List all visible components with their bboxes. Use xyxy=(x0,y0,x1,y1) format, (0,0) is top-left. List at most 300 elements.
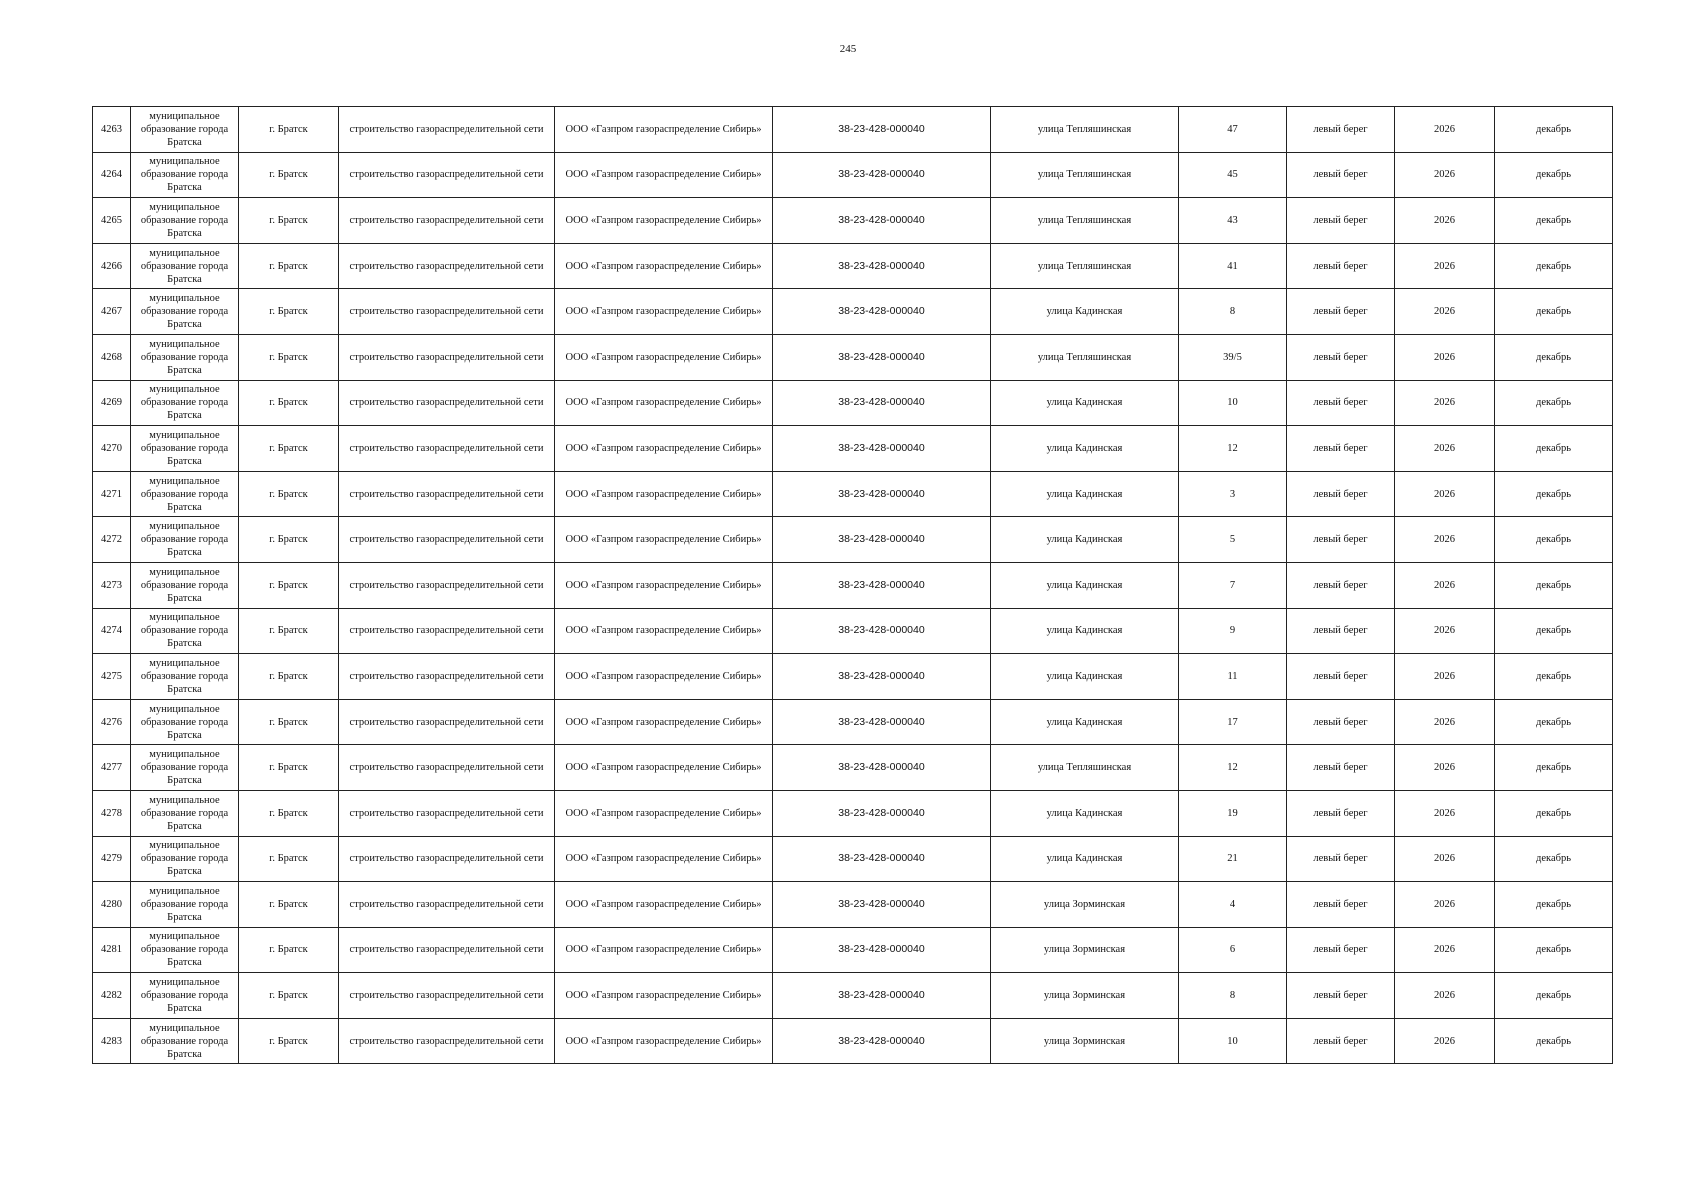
municipality-cell xyxy=(131,380,239,426)
river-bank-cell: левый берег xyxy=(1287,334,1395,380)
street-cell: улица Зорминская xyxy=(991,973,1179,1019)
municipality-cell xyxy=(131,562,239,608)
municipality-line: муниципальное xyxy=(149,475,220,487)
table-row xyxy=(93,836,1613,882)
municipality-line: Братска xyxy=(167,501,202,513)
street-cell: улица Тепляшинская xyxy=(991,243,1179,289)
municipality-line: муниципальное xyxy=(149,293,220,305)
municipality-line: образование города xyxy=(140,853,229,865)
work-type-cell: строительство газораспределительной сети xyxy=(339,1018,555,1064)
street-cell: улица Кадинская xyxy=(991,380,1179,426)
work-type-cell: строительство газораспределительной сети xyxy=(339,973,555,1019)
year-cell: 2026 xyxy=(1395,289,1495,335)
year-cell: 2026 xyxy=(1395,973,1495,1019)
row-number: 4273 xyxy=(93,562,131,608)
municipality-line: образование города xyxy=(140,442,229,454)
municipality-line: образование города xyxy=(140,351,229,363)
organization-cell: ООО «Газпром газораспределение Сибирь» xyxy=(555,608,773,654)
river-bank-cell: левый берег xyxy=(1287,152,1395,198)
municipality-cell xyxy=(131,471,239,517)
house-number-cell: 17 xyxy=(1179,699,1287,745)
municipality-line: образование города xyxy=(140,1035,229,1047)
organization-cell: ООО «Газпром газораспределение Сибирь» xyxy=(555,654,773,700)
street-cell: улица Кадинская xyxy=(991,471,1179,517)
street-cell: улица Кадинская xyxy=(991,289,1179,335)
object-code-cell: 38-23-428-000040 xyxy=(773,973,991,1019)
street-cell: улица Кадинская xyxy=(991,836,1179,882)
object-code-cell: 38-23-428-000040 xyxy=(773,517,991,563)
municipality-line: Братска xyxy=(167,638,202,650)
river-bank-cell: левый берег xyxy=(1287,471,1395,517)
city-cell: г. Братск xyxy=(239,745,339,791)
municipality-line: Братска xyxy=(167,410,202,422)
river-bank-cell: левый берег xyxy=(1287,654,1395,700)
work-type-cell: строительство газораспределительной сети xyxy=(339,608,555,654)
object-code-cell: 38-23-428-000040 xyxy=(773,289,991,335)
house-number-cell: 12 xyxy=(1179,745,1287,791)
table-row xyxy=(93,562,1613,608)
row-number: 4263 xyxy=(93,107,131,153)
month-cell: декабрь xyxy=(1495,426,1613,472)
street-cell: улица Тепляшинская xyxy=(991,107,1179,153)
river-bank-cell: левый берег xyxy=(1287,198,1395,244)
object-code-cell: 38-23-428-000040 xyxy=(773,380,991,426)
organization-cell: ООО «Газпром газораспределение Сибирь» xyxy=(555,380,773,426)
year-cell: 2026 xyxy=(1395,745,1495,791)
municipality-line: образование города xyxy=(140,716,229,728)
house-number-cell: 21 xyxy=(1179,836,1287,882)
table-row xyxy=(93,517,1613,563)
municipality-cell xyxy=(131,790,239,836)
house-number-cell: 4 xyxy=(1179,882,1287,928)
river-bank-cell: левый берег xyxy=(1287,699,1395,745)
table-row xyxy=(93,927,1613,973)
table-row xyxy=(93,243,1613,289)
row-number: 4274 xyxy=(93,608,131,654)
municipality-line: образование города xyxy=(140,306,229,318)
municipality-line: муниципальное xyxy=(149,338,220,350)
house-number-cell: 10 xyxy=(1179,1018,1287,1064)
municipality-line: муниципальное xyxy=(149,521,220,533)
city-cell: г. Братск xyxy=(239,927,339,973)
municipality-cell xyxy=(131,198,239,244)
organization-cell: ООО «Газпром газораспределение Сибирь» xyxy=(555,927,773,973)
street-cell: улица Кадинская xyxy=(991,562,1179,608)
work-type-cell: строительство газораспределительной сети xyxy=(339,517,555,563)
river-bank-cell: левый берег xyxy=(1287,289,1395,335)
river-bank-cell: левый берег xyxy=(1287,927,1395,973)
organization-cell: ООО «Газпром газораспределение Сибирь» xyxy=(555,882,773,928)
organization-cell: ООО «Газпром газораспределение Сибирь» xyxy=(555,517,773,563)
table-row xyxy=(93,608,1613,654)
table-row xyxy=(93,380,1613,426)
street-cell: улица Зорминская xyxy=(991,1018,1179,1064)
object-code-cell: 38-23-428-000040 xyxy=(773,426,991,472)
house-number-cell: 39/5 xyxy=(1179,334,1287,380)
year-cell: 2026 xyxy=(1395,654,1495,700)
street-cell: улица Зорминская xyxy=(991,927,1179,973)
row-number: 4264 xyxy=(93,152,131,198)
street-cell: улица Кадинская xyxy=(991,790,1179,836)
month-cell: декабрь xyxy=(1495,882,1613,928)
municipality-line: муниципальное xyxy=(149,794,220,806)
house-number-cell: 9 xyxy=(1179,608,1287,654)
river-bank-cell: левый берег xyxy=(1287,107,1395,153)
year-cell: 2026 xyxy=(1395,198,1495,244)
month-cell: декабрь xyxy=(1495,198,1613,244)
table-row xyxy=(93,334,1613,380)
table-row xyxy=(93,699,1613,745)
row-number: 4282 xyxy=(93,973,131,1019)
object-code-cell: 38-23-428-000040 xyxy=(773,927,991,973)
river-bank-cell: левый берег xyxy=(1287,517,1395,563)
organization-cell: ООО «Газпром газораспределение Сибирь» xyxy=(555,745,773,791)
row-number: 4277 xyxy=(93,745,131,791)
month-cell: декабрь xyxy=(1495,107,1613,153)
municipality-cell xyxy=(131,973,239,1019)
month-cell: декабрь xyxy=(1495,334,1613,380)
municipality-line: образование города xyxy=(140,898,229,910)
house-number-cell: 43 xyxy=(1179,198,1287,244)
page-number: 245 xyxy=(839,43,857,55)
street-cell: улица Зорминская xyxy=(991,882,1179,928)
object-code-cell: 38-23-428-000040 xyxy=(773,790,991,836)
municipality-line: образование города xyxy=(140,990,229,1002)
month-cell: декабрь xyxy=(1495,289,1613,335)
river-bank-cell: левый берег xyxy=(1287,836,1395,882)
year-cell: 2026 xyxy=(1395,1018,1495,1064)
year-cell: 2026 xyxy=(1395,562,1495,608)
municipality-line: Братска xyxy=(167,1048,202,1060)
house-number-cell: 19 xyxy=(1179,790,1287,836)
street-cell: улица Тепляшинская xyxy=(991,745,1179,791)
river-bank-cell: левый берег xyxy=(1287,426,1395,472)
river-bank-cell: левый берег xyxy=(1287,562,1395,608)
register-body xyxy=(93,107,1613,1064)
work-type-cell: строительство газораспределительной сети xyxy=(339,152,555,198)
month-cell: декабрь xyxy=(1495,152,1613,198)
street-cell: улица Кадинская xyxy=(991,517,1179,563)
municipality-line: образование города xyxy=(140,123,229,135)
object-code-cell: 38-23-428-000040 xyxy=(773,836,991,882)
city-cell: г. Братск xyxy=(239,517,339,563)
river-bank-cell: левый берег xyxy=(1287,973,1395,1019)
city-cell: г. Братск xyxy=(239,152,339,198)
table-row xyxy=(93,426,1613,472)
object-code-cell: 38-23-428-000040 xyxy=(773,699,991,745)
municipality-line: образование города xyxy=(140,670,229,682)
municipality-line: муниципальное xyxy=(149,1022,220,1034)
object-code-cell: 38-23-428-000040 xyxy=(773,654,991,700)
municipality-cell xyxy=(131,1018,239,1064)
year-cell: 2026 xyxy=(1395,243,1495,289)
municipality-line: муниципальное xyxy=(149,977,220,989)
municipality-line: Братска xyxy=(167,911,202,923)
municipality-line: муниципальное xyxy=(149,110,220,122)
row-number: 4272 xyxy=(93,517,131,563)
organization-cell: ООО «Газпром газораспределение Сибирь» xyxy=(555,289,773,335)
work-type-cell: строительство газораспределительной сети xyxy=(339,471,555,517)
municipality-line: образование города xyxy=(140,762,229,774)
municipality-cell xyxy=(131,289,239,335)
month-cell: декабрь xyxy=(1495,608,1613,654)
municipality-line: Братска xyxy=(167,227,202,239)
organization-cell: ООО «Газпром газораспределение Сибирь» xyxy=(555,198,773,244)
municipality-line: муниципальное xyxy=(149,749,220,761)
street-cell: улица Кадинская xyxy=(991,608,1179,654)
row-number: 4281 xyxy=(93,927,131,973)
work-type-cell: строительство газораспределительной сети xyxy=(339,426,555,472)
work-type-cell: строительство газораспределительной сети xyxy=(339,243,555,289)
month-cell: декабрь xyxy=(1495,699,1613,745)
organization-cell: ООО «Газпром газораспределение Сибирь» xyxy=(555,562,773,608)
municipality-cell xyxy=(131,517,239,563)
municipality-line: муниципальное xyxy=(149,384,220,396)
table-row xyxy=(93,745,1613,791)
municipality-line: муниципальное xyxy=(149,840,220,852)
year-cell: 2026 xyxy=(1395,927,1495,973)
organization-cell: ООО «Газпром газораспределение Сибирь» xyxy=(555,243,773,289)
object-code-cell: 38-23-428-000040 xyxy=(773,745,991,791)
municipality-line: образование города xyxy=(140,488,229,500)
row-number: 4280 xyxy=(93,882,131,928)
municipality-line: муниципальное xyxy=(149,931,220,943)
year-cell: 2026 xyxy=(1395,471,1495,517)
street-cell: улица Кадинская xyxy=(991,654,1179,700)
organization-cell: ООО «Газпром газораспределение Сибирь» xyxy=(555,426,773,472)
month-cell: декабрь xyxy=(1495,790,1613,836)
year-cell: 2026 xyxy=(1395,334,1495,380)
work-type-cell: строительство газораспределительной сети xyxy=(339,198,555,244)
work-type-cell: строительство газораспределительной сети xyxy=(339,882,555,928)
year-cell: 2026 xyxy=(1395,836,1495,882)
organization-cell: ООО «Газпром газораспределение Сибирь» xyxy=(555,836,773,882)
work-type-cell: строительство газораспределительной сети xyxy=(339,380,555,426)
municipality-cell xyxy=(131,927,239,973)
municipality-cell xyxy=(131,243,239,289)
work-type-cell: строительство газораспределительной сети xyxy=(339,562,555,608)
municipality-cell xyxy=(131,152,239,198)
month-cell: декабрь xyxy=(1495,654,1613,700)
municipality-line: муниципальное xyxy=(149,885,220,897)
month-cell: декабрь xyxy=(1495,243,1613,289)
organization-cell: ООО «Газпром газораспределение Сибирь» xyxy=(555,471,773,517)
year-cell: 2026 xyxy=(1395,107,1495,153)
municipality-line: образование города xyxy=(140,807,229,819)
municipality-cell xyxy=(131,334,239,380)
municipality-line: образование города xyxy=(140,579,229,591)
municipality-line: Братска xyxy=(167,592,202,604)
house-number-cell: 12 xyxy=(1179,426,1287,472)
municipality-line: Братска xyxy=(167,820,202,832)
municipality-line: муниципальное xyxy=(149,566,220,578)
year-cell: 2026 xyxy=(1395,152,1495,198)
municipality-line: Братска xyxy=(167,455,202,467)
river-bank-cell: левый берег xyxy=(1287,882,1395,928)
municipality-line: муниципальное xyxy=(149,247,220,259)
city-cell: г. Братск xyxy=(239,289,339,335)
city-cell: г. Братск xyxy=(239,380,339,426)
object-code-cell: 38-23-428-000040 xyxy=(773,882,991,928)
work-type-cell: строительство газораспределительной сети xyxy=(339,790,555,836)
house-number-cell: 45 xyxy=(1179,152,1287,198)
house-number-cell: 47 xyxy=(1179,107,1287,153)
row-number: 4265 xyxy=(93,198,131,244)
year-cell: 2026 xyxy=(1395,517,1495,563)
river-bank-cell: левый берег xyxy=(1287,608,1395,654)
house-number-cell: 41 xyxy=(1179,243,1287,289)
table-row xyxy=(93,1018,1613,1064)
city-cell: г. Братск xyxy=(239,836,339,882)
organization-cell: ООО «Газпром газораспределение Сибирь» xyxy=(555,1018,773,1064)
organization-cell: ООО «Газпром газораспределение Сибирь» xyxy=(555,699,773,745)
row-number: 4267 xyxy=(93,289,131,335)
river-bank-cell: левый берег xyxy=(1287,1018,1395,1064)
table-row xyxy=(93,882,1613,928)
work-type-cell: строительство газораспределительной сети xyxy=(339,334,555,380)
row-number: 4275 xyxy=(93,654,131,700)
month-cell: декабрь xyxy=(1495,836,1613,882)
municipality-line: муниципальное xyxy=(149,429,220,441)
year-cell: 2026 xyxy=(1395,426,1495,472)
object-code-cell: 38-23-428-000040 xyxy=(773,107,991,153)
row-number: 4283 xyxy=(93,1018,131,1064)
river-bank-cell: левый берег xyxy=(1287,243,1395,289)
house-number-cell: 10 xyxy=(1179,380,1287,426)
municipality-cell xyxy=(131,654,239,700)
year-cell: 2026 xyxy=(1395,699,1495,745)
municipality-line: образование города xyxy=(140,260,229,272)
work-type-cell: строительство газораспределительной сети xyxy=(339,927,555,973)
work-type-cell: строительство газораспределительной сети xyxy=(339,745,555,791)
municipality-line: Братска xyxy=(167,182,202,194)
work-type-cell: строительство газораспределительной сети xyxy=(339,107,555,153)
table-row xyxy=(93,198,1613,244)
municipality-line: муниципальное xyxy=(149,156,220,168)
municipality-line: муниципальное xyxy=(149,201,220,213)
table-row xyxy=(93,471,1613,517)
month-cell: декабрь xyxy=(1495,562,1613,608)
municipality-line: Братска xyxy=(167,1003,202,1015)
street-cell: улица Тепляшинская xyxy=(991,198,1179,244)
city-cell: г. Братск xyxy=(239,562,339,608)
house-number-cell: 6 xyxy=(1179,927,1287,973)
municipality-line: Братска xyxy=(167,547,202,559)
table-row xyxy=(93,790,1613,836)
municipality-line: образование города xyxy=(140,534,229,546)
table-row xyxy=(93,289,1613,335)
river-bank-cell: левый берег xyxy=(1287,745,1395,791)
municipality-line: образование города xyxy=(140,214,229,226)
municipality-cell xyxy=(131,699,239,745)
city-cell: г. Братск xyxy=(239,790,339,836)
month-cell: декабрь xyxy=(1495,517,1613,563)
street-cell: улица Кадинская xyxy=(991,699,1179,745)
municipality-line: муниципальное xyxy=(149,703,220,715)
city-cell: г. Братск xyxy=(239,198,339,244)
work-type-cell: строительство газораспределительной сети xyxy=(339,836,555,882)
object-code-cell: 38-23-428-000040 xyxy=(773,152,991,198)
city-cell: г. Братск xyxy=(239,608,339,654)
municipality-line: Братска xyxy=(167,319,202,331)
table-row xyxy=(93,973,1613,1019)
month-cell: декабрь xyxy=(1495,745,1613,791)
city-cell: г. Братск xyxy=(239,699,339,745)
city-cell: г. Братск xyxy=(239,426,339,472)
organization-cell: ООО «Газпром газораспределение Сибирь» xyxy=(555,334,773,380)
municipality-cell xyxy=(131,882,239,928)
city-cell: г. Братск xyxy=(239,882,339,928)
city-cell: г. Братск xyxy=(239,334,339,380)
house-number-cell: 8 xyxy=(1179,289,1287,335)
municipality-line: образование города xyxy=(140,944,229,956)
month-cell: декабрь xyxy=(1495,973,1613,1019)
city-cell: г. Братск xyxy=(239,654,339,700)
organization-cell: ООО «Газпром газораспределение Сибирь» xyxy=(555,790,773,836)
city-cell: г. Братск xyxy=(239,1018,339,1064)
municipality-line: Братска xyxy=(167,683,202,695)
municipality-cell xyxy=(131,426,239,472)
organization-cell: ООО «Газпром газораспределение Сибирь» xyxy=(555,973,773,1019)
municipality-line: Братска xyxy=(167,775,202,787)
city-cell: г. Братск xyxy=(239,471,339,517)
river-bank-cell: левый берег xyxy=(1287,790,1395,836)
municipality-line: образование города xyxy=(140,625,229,637)
row-number: 4268 xyxy=(93,334,131,380)
month-cell: декабрь xyxy=(1495,471,1613,517)
work-type-cell: строительство газораспределительной сети xyxy=(339,289,555,335)
municipality-cell xyxy=(131,608,239,654)
house-number-cell: 3 xyxy=(1179,471,1287,517)
municipality-line: образование города xyxy=(140,169,229,181)
municipality-line: Братска xyxy=(167,364,202,376)
municipality-cell xyxy=(131,745,239,791)
month-cell: декабрь xyxy=(1495,1018,1613,1064)
object-code-cell: 38-23-428-000040 xyxy=(773,243,991,289)
house-number-cell: 8 xyxy=(1179,973,1287,1019)
row-number: 4279 xyxy=(93,836,131,882)
municipality-line: образование города xyxy=(140,397,229,409)
year-cell: 2026 xyxy=(1395,790,1495,836)
street-cell: улица Тепляшинская xyxy=(991,152,1179,198)
month-cell: декабрь xyxy=(1495,927,1613,973)
row-number: 4278 xyxy=(93,790,131,836)
table-row xyxy=(93,152,1613,198)
house-number-cell: 7 xyxy=(1179,562,1287,608)
municipality-line: Братска xyxy=(167,729,202,741)
register-table xyxy=(92,106,1613,1064)
row-number: 4266 xyxy=(93,243,131,289)
house-number-cell: 5 xyxy=(1179,517,1287,563)
work-type-cell: строительство газораспределительной сети xyxy=(339,654,555,700)
object-code-cell: 38-23-428-000040 xyxy=(773,471,991,517)
row-number: 4271 xyxy=(93,471,131,517)
object-code-cell: 38-23-428-000040 xyxy=(773,1018,991,1064)
municipality-line: муниципальное xyxy=(149,657,220,669)
organization-cell: ООО «Газпром газораспределение Сибирь» xyxy=(555,107,773,153)
work-type-cell: строительство газораспределительной сети xyxy=(339,699,555,745)
row-number: 4270 xyxy=(93,426,131,472)
city-cell: г. Братск xyxy=(239,243,339,289)
street-cell: улица Кадинская xyxy=(991,426,1179,472)
house-number-cell: 11 xyxy=(1179,654,1287,700)
month-cell: декабрь xyxy=(1495,380,1613,426)
object-code-cell: 38-23-428-000040 xyxy=(773,334,991,380)
municipality-cell xyxy=(131,836,239,882)
row-number: 4276 xyxy=(93,699,131,745)
year-cell: 2026 xyxy=(1395,380,1495,426)
year-cell: 2026 xyxy=(1395,608,1495,654)
